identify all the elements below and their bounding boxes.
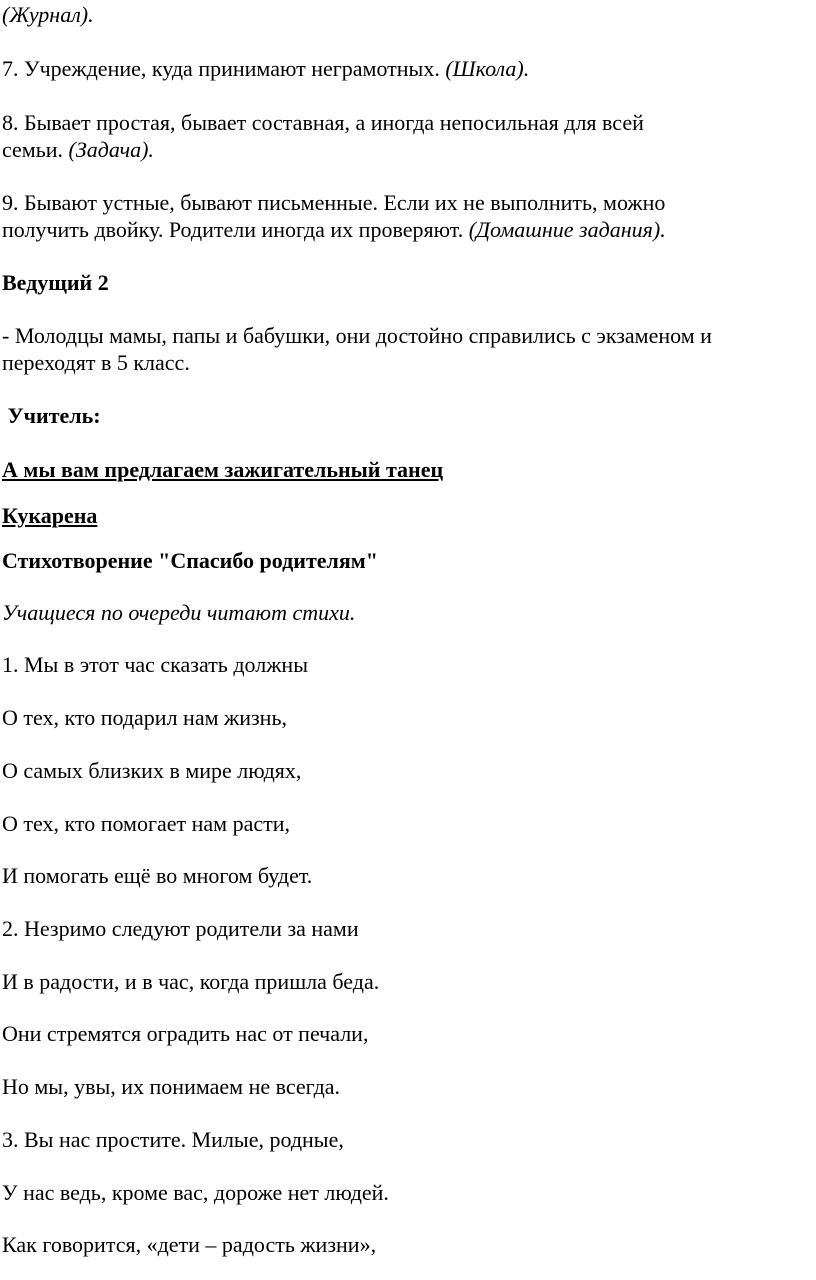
riddle-text: 7. Учреждение, куда принимают неграмотных. [2, 56, 446, 81]
paragraph-line: переходят в 5 класс. [2, 350, 190, 375]
riddle-text: семьи. [2, 137, 69, 162]
riddle-line-9b [2, 217, 666, 243]
poem-line: О тех, кто помогает нам расти, [2, 811, 291, 836]
riddle-line-8b [2, 137, 154, 163]
poem-line: 1. Мы в этот час сказать должны [2, 652, 308, 677]
riddle-line-7 [2, 56, 529, 82]
poem-line: Они стремятся оградить нас от печали, [2, 1021, 369, 1046]
riddle-line-9a: 9. Бывают устные, бывают письменные. Если их не выполнить, можно [2, 190, 666, 215]
paragraph-line: - Молодцы мамы, папы и бабушки, они достойно справились с экзаменом и [2, 323, 712, 348]
poem-line: 2. Незримо следуют родители за нами [2, 916, 359, 941]
kukarena-heading: Кукарена [2, 503, 98, 528]
poem-note: Учащиеся по очереди читают стихи. [2, 600, 356, 625]
host-heading: Ведущий 2 [2, 270, 109, 295]
poem-line: И в радости, и в час, когда пришла беда. [2, 969, 380, 994]
poem-line: 3. Вы нас простите. Милые, родные, [2, 1127, 344, 1152]
dance-heading: А мы вам предлагаем зажигательный танец [2, 457, 444, 482]
poem-line: Как говорится, «дети – радость жизни», [2, 1232, 377, 1257]
answer-text: (Журнал). [2, 2, 94, 27]
poem-line: У нас ведь, кроме вас, дороже нет людей. [2, 1180, 389, 1205]
teacher-heading: Учитель: [2, 403, 101, 428]
poem-line: О самых близких в мире людях, [2, 758, 302, 783]
answer-line [2, 2, 94, 28]
poem-title: Стихотворение "Спасибо родителям" [2, 548, 378, 573]
answer-text: (Домашние задания). [468, 217, 666, 242]
poem-line: О тех, кто подарил нам жизнь, [2, 705, 287, 730]
poem-line: Но мы, увы, их понимаем не всегда. [2, 1074, 341, 1099]
riddle-text: получить двойку. Родители иногда их проверяют. [2, 217, 469, 242]
poem-line: И помогать ещё во многом будет. [2, 863, 313, 888]
answer-text: (Школа). [445, 56, 530, 81]
riddle-line-8a: 8. Бывает простая, бывает составная, а иногда непосильная для всей [2, 110, 644, 135]
answer-text: (Задача). [68, 137, 154, 162]
